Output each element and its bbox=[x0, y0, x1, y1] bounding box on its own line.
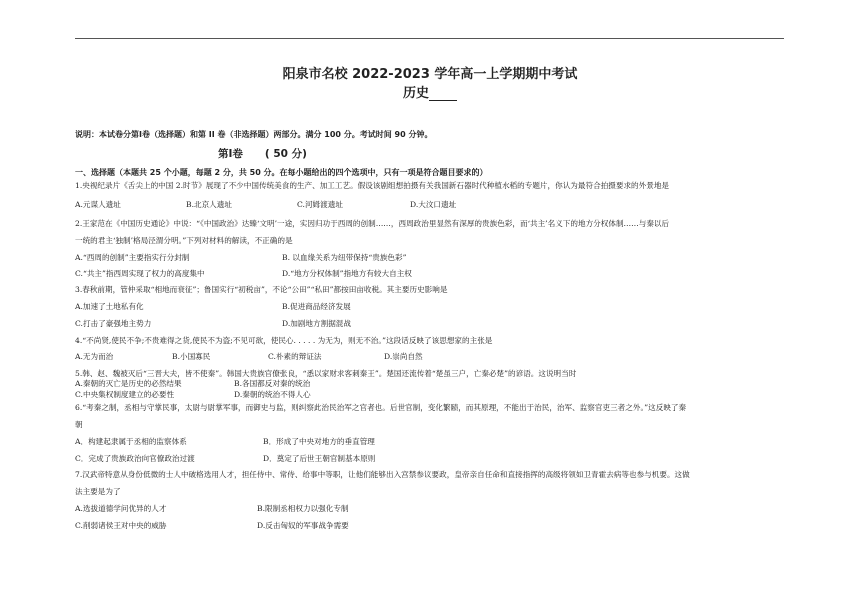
q1-option-d: D.大汶口遗址 bbox=[410, 200, 457, 209]
q6-stem-line1: 6.“考秦之制，丞相与守掌民事，太尉与尉掌军事，而御史与监，则纠察此治民治军之官者也。后世官制，变化繁赜，而其原理，不能出于治民，治军、监察官吏三者之外。”这反映了秦 bbox=[75, 403, 687, 412]
q3-option-c: C.打击了豪强地主势力 bbox=[75, 319, 152, 328]
q5-option-c: C.中央集权制度建立的必要性 bbox=[75, 390, 175, 399]
q2-option-c: C.“共主”指西周实现了权力的高度集中 bbox=[75, 269, 205, 278]
subject-label: 历史 bbox=[402, 86, 429, 101]
q7-option-b: B.限制丞相权力以强化专制 bbox=[257, 504, 349, 513]
q7-option-c: C.削弱诸侯王对中央的威胁 bbox=[75, 521, 167, 530]
q2-option-a: A.“西周的创制”主要指实行分封制 bbox=[75, 253, 190, 262]
exam-instructions: 说明：本试卷分第Ⅰ卷（选择题）和第 II 卷（非选择题）两部分。满分 100 分。考试时间 90 分钟。 bbox=[75, 130, 433, 139]
section-heading: 一、选择题（本题共 25 个小题，每题 2 分，共 50 分。在每小题给出的四个选项中，只有一项是符合题目要求的） bbox=[75, 168, 488, 177]
q5-option-b: B.各国都反对秦的统治 bbox=[234, 379, 311, 388]
q7-option-a: A.选拔道德学问优异的人才 bbox=[75, 504, 167, 513]
q5-stem: 5.韩、赵、魏被灭后“三晋大夫，皆不使秦”。韩国大贵族官僚张良，“悉以家财求客刺秦王”。楚国还流传着“楚虽三户，亡秦必楚”的谚语。这说明当时 bbox=[75, 369, 577, 378]
q7-option-d: D.反击匈奴的军事战争需要 bbox=[257, 521, 349, 530]
q2-stem-line2: 一统的君主‘独制’格局泾渭分明。”下列对材料的解读，不正确的是 bbox=[75, 236, 293, 245]
q3-option-d: D.加剧地方割据混战 bbox=[282, 319, 351, 328]
q4-option-b: B.小国寡民 bbox=[172, 352, 211, 361]
q2-stem-line1: 2.王家范在《中国历史通论》中说：“《中国政治》达臻‘文明’一途，实因归功于西周的创制……，西周政治里显然有深厚的贵族色彩，而‘共主’名义下的地方分权体制……与秦以后 bbox=[75, 219, 670, 228]
q5-option-d: D.秦朝的统治不得人心 bbox=[234, 390, 311, 399]
volume-label: 第Ⅰ卷 bbox=[218, 148, 243, 160]
q6-option-a: A．构建起隶属于丞相的监察体系 bbox=[75, 437, 187, 446]
exam-title: 阳泉市名校 2022-2023 学年高一上学期期中考试 bbox=[282, 67, 578, 82]
q2-option-d: D.“地方分权体制”指地方有较大自主权 bbox=[282, 269, 412, 278]
q3-stem: 3.春秋前期，管仲采取“相地而衰征”；鲁国实行“初税亩”，不论“公田”“私田”都按田亩收税。其主要历史影响是 bbox=[75, 285, 448, 294]
q1-option-b: B.北京人遗址 bbox=[186, 200, 232, 209]
q5-option-a: A.秦朝的灭亡是历史的必然结果 bbox=[75, 379, 182, 388]
q4-option-a: A.无为而治 bbox=[75, 352, 114, 361]
q1-option-a: A.元谋人遗址 bbox=[75, 200, 121, 209]
header-rule bbox=[75, 38, 784, 39]
q3-option-a: A.加速了土地私有化 bbox=[75, 302, 144, 311]
volume-heading bbox=[218, 146, 307, 161]
q7-stem-line2: 法主要是为了 bbox=[75, 487, 121, 496]
q1-option-c: C.河姆渡遗址 bbox=[297, 200, 343, 209]
q7-stem-line1: 7.汉武帝特意从身份低微的士人中破格选用人才，担任侍中、常侍、给事中等职，让他们能够出入宫禁参议要政，皇帝亲自任命和直接指挥的高级将领如卫青霍去病等也参与机要。这做 bbox=[75, 470, 690, 479]
subject-underline bbox=[429, 88, 457, 101]
q4-option-d: D.崇尚自然 bbox=[384, 352, 423, 361]
q3-option-b: B.促进商品经济发展 bbox=[282, 302, 351, 311]
q6-option-d: D．奠定了后世王朝官制基本原则 bbox=[263, 454, 376, 463]
q4-option-c: C.朴素的辩证法 bbox=[268, 352, 322, 361]
q6-stem-line2: 朝 bbox=[75, 420, 83, 429]
q6-option-b: B．形成了中央对地方的垂直管理 bbox=[263, 437, 375, 446]
volume-score: ( 50 分) bbox=[264, 148, 307, 160]
q2-option-b: B. 以血缘关系为纽带保持“贵族色彩” bbox=[282, 253, 407, 262]
q6-option-c: C．完成了贵族政治向官僚政治过渡 bbox=[75, 454, 195, 463]
q4-stem: 4.“不尚贤,使民不争;不贵难得之货,使民不为盗;不见可欲，使民心. . . . . 为无为，则无不治。”这段话反映了该思想家的主张是 bbox=[75, 336, 493, 345]
q1-stem: 1.央视纪录片《舌尖上的中国 2.时节》展现了不少中国传统美食的生产、加工工艺。假设该剧组想拍摄有关我国新石器时代种植水稻的专题片，你认为最符合拍摄要求的外景地是 bbox=[75, 181, 670, 190]
exam-subject bbox=[0, 82, 860, 101]
